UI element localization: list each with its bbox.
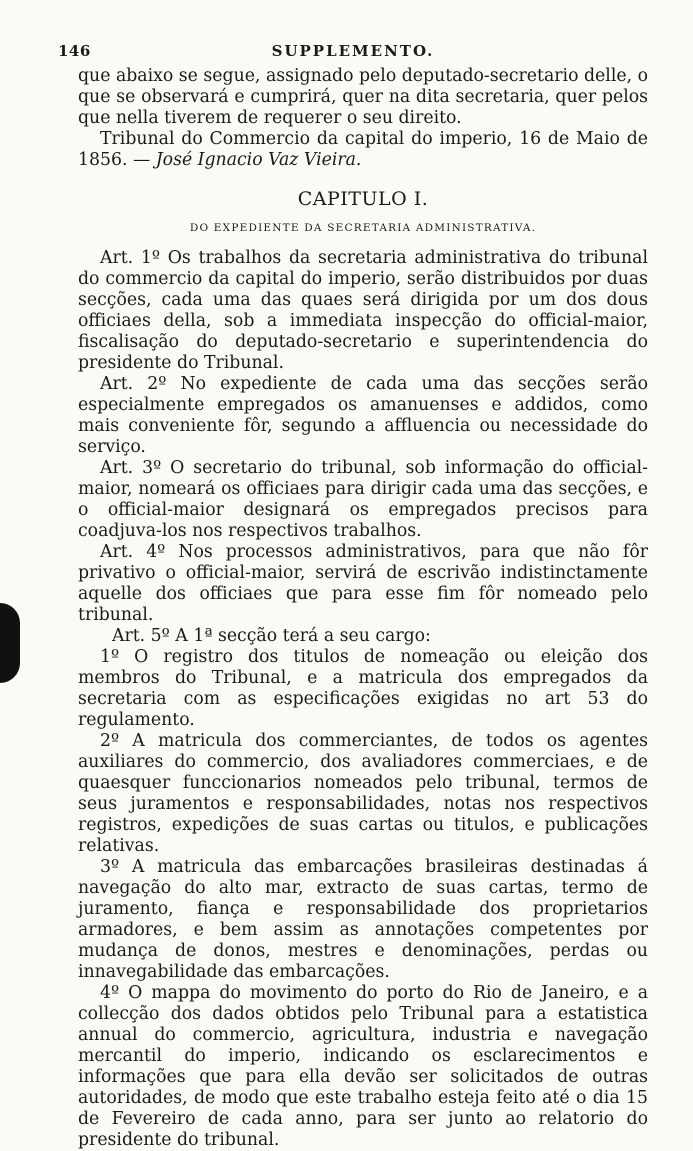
page-header (58, 42, 648, 66)
article-5: Art. 5º A 1ª secção terá a seu cargo: (112, 626, 431, 646)
article-4: Art. 4º Nos processos administrativos, para que não fôr privativo o official-maior, servirá de escrivão indistinctamente aquelle dos officiaes que para esse fim fôr nomeado pelo tribunal. (78, 542, 648, 625)
item-1: 1º O registro dos titulos de nomeação ou eleição dos membros do Tribunal, e a matricula dos empregados da secretaria com as especificações exigidas no art 53 do regulamento. (78, 647, 648, 730)
item-4: 4º O mappa do movimento do porto do Rio de Janeiro, e a collecção dos dados obtidos pelo Tribunal para a estatistica annual do commercio, agricultura, industria e navegação mercantil do imperio, indicando os esclarecimentos e informações que para ella devão ser solicitados de outras autoridades, de modo que este trabalho esteja feito até o dia 15 de Fevereiro de cada anno, para ser junto ao relatorio do presidente do tribunal. (78, 983, 648, 1150)
page-edge-stain (0, 603, 20, 683)
chapter-title: CAPITULO I. (297, 188, 429, 210)
article-2: Art. 2º No expediente de cada uma das secções serão especialmente empregados os amanuenses e addidos, como mais conveniente fôr, segundo a affluencia ou necessidade do serviço. (78, 374, 648, 457)
closing-text: Tribunal do Commercio da capital do imperio, 16 de Maio de 1856. — (78, 129, 648, 170)
running-title: SUPPLEMENTO. (271, 42, 435, 60)
signature: José Ignacio Vaz Vieira. (155, 150, 362, 170)
closing-paragraph (78, 129, 648, 171)
page-body (78, 66, 648, 1151)
item-3: 3º A matricula das embarcações brasileiras destinadas á navegação do alto mar, extracto de suas cartas, termo de juramento, fiança e responsabilidade dos proprietarios armadores, e bem assim as annotações competentes por mudança de donos, mestres e denominações, perdas ou innavegabilidade das embarcações. (78, 857, 648, 982)
chapter-subtitle: DO EXPEDIENTE DA SECRETARIA ADMINISTRATIVA. (189, 222, 537, 234)
article-1: Art. 1º Os trabalhos da secretaria administrativa do tribunal do commercio da capital do imperio, serão distribuidos por duas secções, cada uma das quaes será dirigida por um dos dous officiaes della, sob a immediata inspecção do official-maior, fiscalisação do deputado-secretario e superintendencia do presidente do Tribunal. (78, 248, 648, 373)
page-number: 146 (58, 42, 91, 60)
intro-paragraph: que abaixo se segue, assignado pelo deputado-secretario delle, o que se observará e cumprirá, quer na dita secretaria, quer pelos que nella tiverem de requerer o seu direito. (78, 66, 648, 128)
item-2: 2º A matricula dos commerciantes, de todos os agentes auxiliares do commercio, dos avaliadores commerciaes, e de quaesquer funccionarios nomeados pelo tribunal, termos de seus juramentos e responsabilidades, notas nos respectivos registros, expedições de suas cartas ou titulos, e publicações relativas. (78, 731, 648, 856)
article-3: Art. 3º O secretario do tribunal, sob informação do official-maior, nomeará os officiaes para dirigir cada uma das secções, e o official-maior designará os empregados precisos para coadjuva-los nos respectivos trabalhos. (78, 458, 648, 541)
